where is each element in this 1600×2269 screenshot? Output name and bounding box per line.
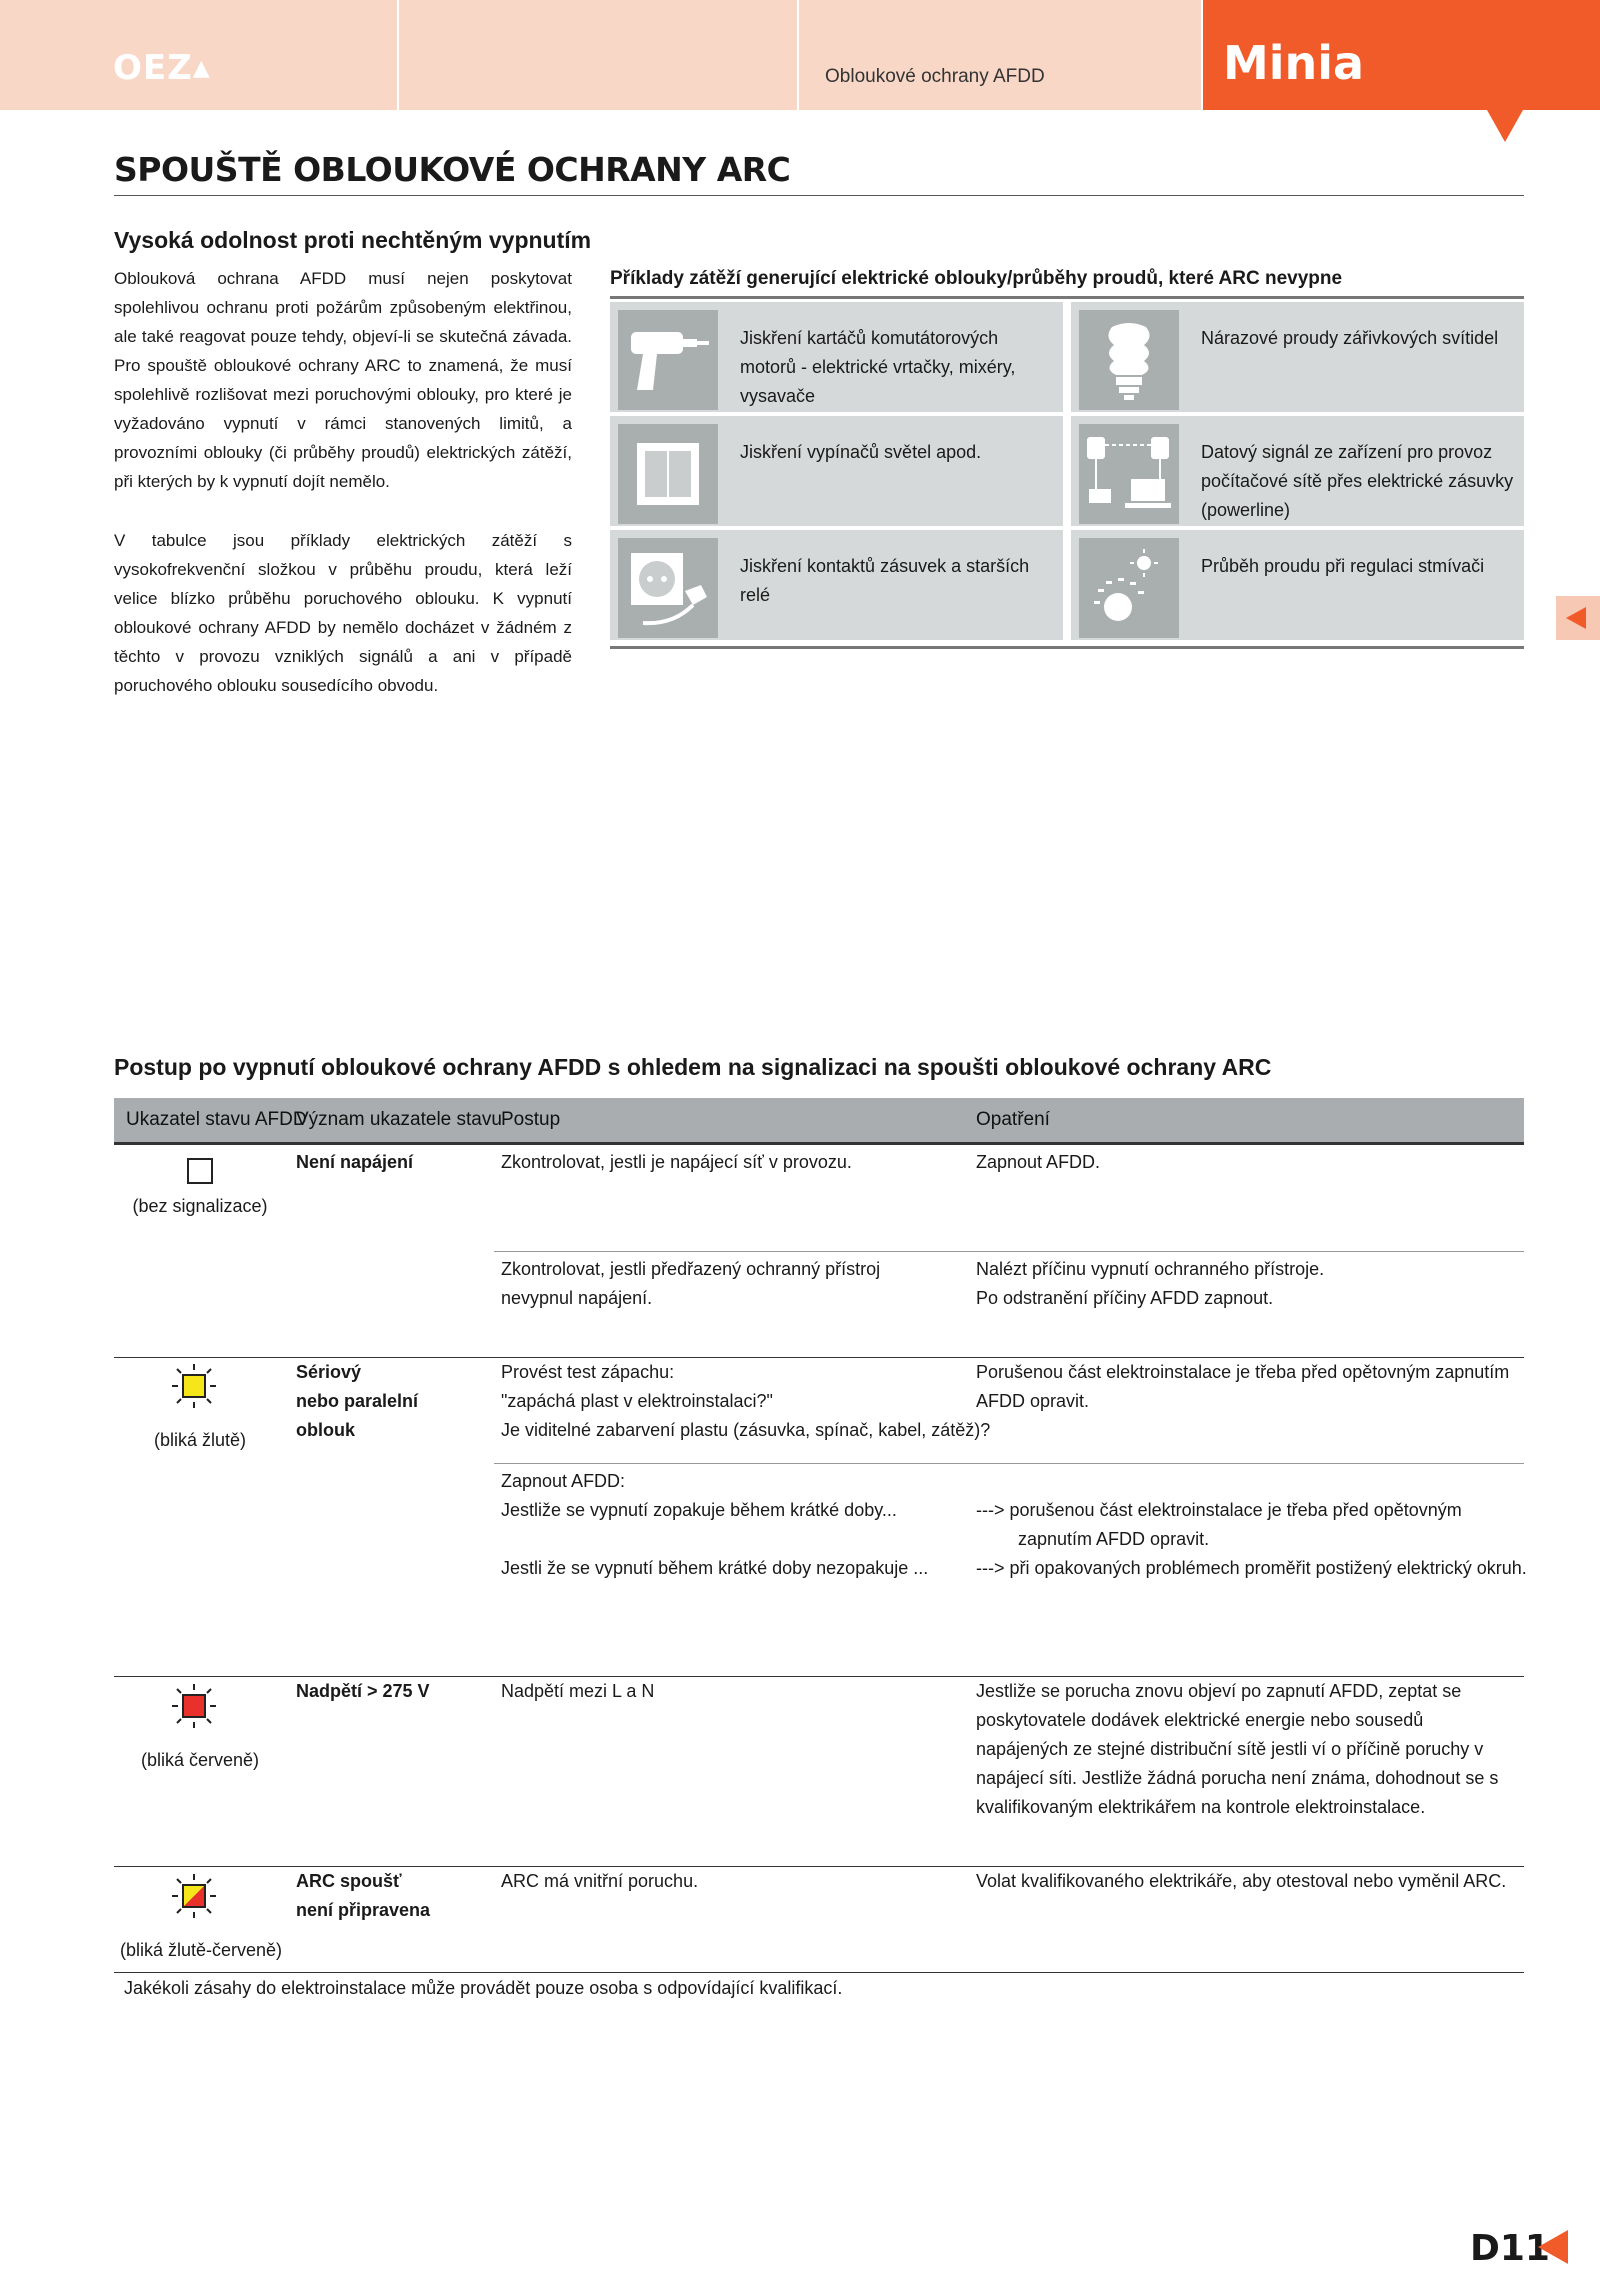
indicator-yellow-blinking-icon [154,1364,234,1413]
header-meaning: Význam ukazatele stavu [296,1109,502,1130]
left-arrow-icon [1566,607,1586,629]
meaning-text: není připravena [296,1900,431,1920]
footnote: Jakékoli zásahy do elektroinstalace může provádět pouze osoba s odpovídající kvalifikací. [124,1978,843,1998]
table-bottom-rule [114,1972,1524,1973]
action-text: Porušenou část elektroinstalace je třeba před opětovným zapnutím AFDD opravit. [976,1362,1510,1411]
procedure-text: Provést test zápachu: [501,1362,675,1382]
intro-paragraph-1: Oblouková ochrana AFDD musí nejen poskytovat spolehlivou ochranu proti požárům způsobeným elektřinou, ale také reagovat pouze tehdy, objeví-li se skutečná závada. Pro spouště obloukové ochrany ARC to znamená, že musí spolehlivě rozlišovat mezi poruchovými oblouky, pro které je vyžadováno vypnutí v rámci stanovených limitů, a provozními oblouky (či průběhy proudů) elektrických zátěží, při kterých by k vypnutí dojít nemělo. [114,269,572,491]
meaning-text: Sériový [296,1362,362,1382]
procedure-text: Nadpětí mezi L a N [501,1681,655,1701]
header-procedure: Postup [501,1109,561,1130]
action-text: Nalézt příčinu vypnutí ochranného přístroje. [976,1259,1325,1279]
brand-notch [1487,110,1523,142]
page-arrow-icon [1538,2230,1568,2264]
example-text: Jiskření kartáčů komutátorových motorů - elektrické vrtačky, mixéry, vysavače [740,328,1016,406]
meaning-text: Není napájení [296,1152,414,1172]
procedure-text: "zapáchá plast v elektroinstalaci?" [501,1391,773,1411]
page-header [0,0,1600,110]
cfl-bulb-icon [1079,310,1179,410]
header-section-title: Obloukové ochrany AFDD [825,66,1045,87]
action-text: ---> porušenou část elektroinstalace je třeba před opětovným [976,1500,1462,1520]
action-text: Po odstranění příčiny AFDD zapnout. [976,1288,1274,1308]
example-item [610,302,1063,412]
action-text: zapnutím AFDD opravit. [1018,1529,1210,1549]
meaning-text: ARC spoušť [296,1871,402,1891]
indicator-red-blinking-icon [154,1684,234,1733]
header-indicator: Ukazatel stavu AFDD [126,1109,307,1130]
action-text: Jestliže se porucha znovu objeví po zapnutí AFDD, zeptat se poskytovatele dodávek elektrické energie nebo sousedů napájených ze stejné distribuční sítě jestli ví o příčině poruchy v napájecí síti. Jestliže žádná porucha není známa, dohodnout se s kvalifikovaným elektrikářem na kontrole elektroinstalace. [976,1681,1499,1817]
procedure-text: Jestli že se vypnutí během krátké doby nezopakuje ... [501,1558,929,1578]
example-text: Nárazové proudy zářivkových svítidel [1201,328,1499,348]
intro-title: Vysoká odolnost proti nechtěným vypnutím [114,227,592,253]
procedure-title: Postup po vypnutí obloukové ochrany AFDD s ohledem na signalizaci na spoušti obloukové ochrany ARC [114,1054,1272,1080]
row-divider [494,1463,1524,1464]
example-text: Datový signál ze zařízení pro provoz počítačové sítě přes elektrické zásuvky (powerline) [1201,442,1514,520]
indicator-yellow-red-blinking-icon [154,1874,234,1923]
example-item [1071,530,1524,640]
procedure-text: Je viditelné zabarvení plastu (zásuvka, spínač, kabel, zátěž)? [501,1420,991,1440]
procedure-text: ARC má vnitřní poruchu. [501,1871,699,1891]
meaning-text: Nadpětí > 275 V [296,1681,430,1701]
header-section-cell [799,0,1201,110]
row-divider [494,1251,1524,1252]
brand-name: Minia [1223,36,1365,90]
meaning-text: oblouk [296,1420,355,1440]
drill-icon [618,310,718,410]
oez-logo: OEZ▲ [113,48,211,88]
meaning-text: nebo paralelní [296,1391,419,1411]
procedure-text: Zapnout AFDD: [501,1471,626,1491]
example-text: Průběh proudu při regulaci stmívači [1201,556,1485,576]
example-item [610,530,1063,640]
indicator-off-icon [160,1156,240,1191]
action-text: Zapnout AFDD. [976,1152,1101,1172]
page-number: D11 [1470,2228,1550,2269]
intro-paragraph-2: V tabulce jsou příklady elektrických zátěží s vysokofrekvenční složkou v průběhu proudu, která leží velice blízko průběhu poruchového oblouku. K vypnutí obloukové ochrany AFDD by nemělo docházet v žádném z těchto v provozu vzniklých signálů a ani v případě poruchového oblouku sousedícího obvodu. [114,531,572,695]
header-spacer-cell [399,0,797,110]
example-item [1071,302,1524,412]
page-tab-arrow[interactable] [1556,596,1600,640]
light-switch-icon [618,424,718,524]
dimmer-icon [1079,538,1179,638]
action-text: ---> při opakovaných problémech proměřit postižený elektrický okruh. [976,1558,1527,1578]
indicator-caption: (bliká žlutě-červeně) [119,1940,283,1960]
brand-block [1203,0,1600,110]
example-item [1071,416,1524,526]
examples-title: Příklady zátěží generující elektrické oblouky/průběhy proudů, které ARC nevypne [610,268,1343,289]
action-text: Volat kvalifikovaného elektrikáře, aby otestoval nebo vyměnil ARC. [976,1871,1507,1891]
indicator-caption: (bliká žlutě) [153,1430,247,1450]
socket-plug-icon [618,538,718,638]
procedure-text: Zkontrolovat, jestli je napájecí síť v provozu. [501,1152,852,1172]
procedure-text: Zkontrolovat, jestli předřazený ochranný přístroj nevypnul napájení. [501,1259,881,1308]
procedure-text: Jestliže se vypnutí zopakuje během krátké doby... [501,1500,897,1520]
example-text: Jiskření vypínačů světel apod. [740,442,982,462]
example-item [610,416,1063,526]
example-text: Jiskření kontaktů zásuvek a starších relé [740,556,1030,605]
page-title: SPOUŠTĚ OBLOUKOVÉ OCHRANY ARC [114,150,791,189]
examples-grid [610,296,1524,649]
powerline-network-icon [1079,424,1179,524]
indicator-caption: (bliká červeně) [140,1750,260,1770]
header-action: Opatření [976,1109,1050,1130]
title-rule [114,195,1524,196]
procedure-table-header [114,1098,1524,1145]
indicator-caption: (bez signalizace) [132,1196,268,1216]
